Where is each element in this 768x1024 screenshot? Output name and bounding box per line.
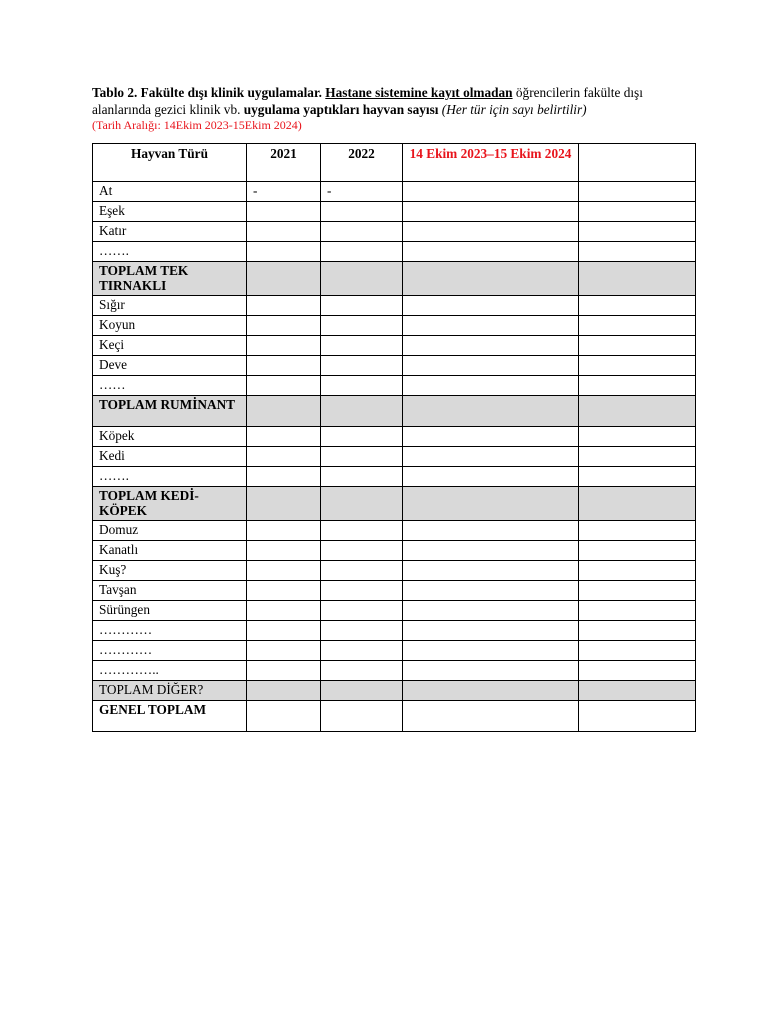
count-cell[interactable] xyxy=(247,262,321,296)
table-row xyxy=(93,447,696,467)
count-cell[interactable] xyxy=(403,581,579,601)
count-cell[interactable] xyxy=(403,316,579,336)
count-cell[interactable] xyxy=(321,336,403,356)
count-cell[interactable] xyxy=(247,601,321,621)
count-cell[interactable] xyxy=(247,521,321,541)
total-row xyxy=(93,487,696,521)
table-row xyxy=(93,296,696,316)
count-cell[interactable] xyxy=(247,376,321,396)
table-row xyxy=(93,202,696,222)
animal-type-cell: Sığır xyxy=(93,296,247,316)
animal-type-cell: ………… xyxy=(93,641,247,661)
count-cell[interactable] xyxy=(321,222,403,242)
animal-type-cell: …… xyxy=(93,376,247,396)
count-cell[interactable] xyxy=(247,541,321,561)
count-cell[interactable] xyxy=(321,521,403,541)
animal-type-cell: Kuş? xyxy=(93,561,247,581)
table-row xyxy=(93,521,696,541)
count-cell[interactable] xyxy=(321,487,403,521)
table-header-row xyxy=(93,144,696,182)
header-2022: 2022 xyxy=(321,144,403,182)
count-cell[interactable] xyxy=(321,376,403,396)
count-cell[interactable] xyxy=(579,621,696,641)
animal-type-cell: TOPLAM RUMİNANT xyxy=(93,396,247,427)
table-row xyxy=(93,427,696,447)
total-row xyxy=(93,262,696,296)
count-cell[interactable] xyxy=(321,447,403,467)
count-cell[interactable] xyxy=(403,222,579,242)
animal-type-cell: ……. xyxy=(93,242,247,262)
table-row xyxy=(93,356,696,376)
count-cell[interactable] xyxy=(579,467,696,487)
count-cell[interactable] xyxy=(579,427,696,447)
count-cell[interactable]: - xyxy=(321,182,403,202)
animal-type-cell: Sürüngen xyxy=(93,601,247,621)
table-number: Tablo 2. xyxy=(92,85,138,100)
count-cell[interactable] xyxy=(321,396,403,427)
count-cell[interactable] xyxy=(247,661,321,681)
table-row xyxy=(93,182,696,202)
count-cell[interactable] xyxy=(579,701,696,732)
count-cell[interactable] xyxy=(579,336,696,356)
animal-type-cell: Kedi xyxy=(93,447,247,467)
count-cell[interactable] xyxy=(403,487,579,521)
animal-type-cell: ……. xyxy=(93,467,247,487)
count-cell[interactable] xyxy=(247,621,321,641)
count-cell[interactable] xyxy=(321,262,403,296)
count-cell[interactable] xyxy=(247,427,321,447)
table-body xyxy=(93,182,696,732)
count-cell[interactable] xyxy=(579,182,696,202)
count-cell[interactable] xyxy=(579,202,696,222)
count-cell[interactable] xyxy=(579,681,696,701)
count-cell[interactable] xyxy=(403,681,579,701)
count-cell[interactable] xyxy=(403,182,579,202)
count-cell[interactable] xyxy=(321,296,403,316)
count-cell[interactable] xyxy=(247,467,321,487)
animal-type-cell: Köpek xyxy=(93,427,247,447)
table-row xyxy=(93,641,696,661)
header-2021: 2021 xyxy=(247,144,321,182)
count-cell[interactable] xyxy=(321,316,403,336)
count-cell[interactable] xyxy=(321,242,403,262)
table-title: Fakülte dışı klinik uygulamalar. xyxy=(140,85,322,100)
count-cell[interactable] xyxy=(247,641,321,661)
table-row xyxy=(93,561,696,581)
count-cell[interactable] xyxy=(579,541,696,561)
count-cell[interactable] xyxy=(403,601,579,621)
count-cell[interactable] xyxy=(247,296,321,316)
table-row xyxy=(93,242,696,262)
count-cell[interactable] xyxy=(403,641,579,661)
count-cell[interactable] xyxy=(579,242,696,262)
table-row xyxy=(93,316,696,336)
animal-type-cell: Katır xyxy=(93,222,247,242)
count-cell[interactable] xyxy=(403,262,579,296)
count-cell[interactable] xyxy=(403,701,579,732)
count-cell[interactable] xyxy=(247,447,321,467)
table-row xyxy=(93,336,696,356)
count-cell[interactable] xyxy=(247,202,321,222)
count-cell[interactable]: - xyxy=(247,182,321,202)
count-cell[interactable] xyxy=(579,296,696,316)
count-cell[interactable] xyxy=(321,427,403,447)
count-cell[interactable] xyxy=(247,487,321,521)
count-cell[interactable] xyxy=(321,661,403,681)
count-cell[interactable] xyxy=(579,641,696,661)
table-row xyxy=(93,222,696,242)
animal-type-cell: Domuz xyxy=(93,521,247,541)
count-cell[interactable] xyxy=(247,701,321,732)
count-cell[interactable] xyxy=(403,467,579,487)
table-description-note: (Her tür için sayı belirtilir) xyxy=(441,102,587,117)
count-cell[interactable] xyxy=(579,601,696,621)
count-cell[interactable] xyxy=(579,376,696,396)
table-title-underlined: Hastane sistemine kayıt olmadan xyxy=(325,85,513,100)
table-description-bold: uygulama yaptıkları hayvan sayısı xyxy=(243,102,439,117)
count-cell[interactable] xyxy=(403,202,579,222)
count-cell[interactable] xyxy=(403,661,579,681)
total-row xyxy=(93,396,696,427)
grand-total-row xyxy=(93,701,696,732)
header-extra xyxy=(579,144,696,182)
count-cell[interactable] xyxy=(247,681,321,701)
animal-type-cell: TOPLAM KEDİ-KÖPEK xyxy=(93,487,247,521)
count-cell[interactable] xyxy=(321,356,403,376)
header-date-range: 14 Ekim 2023–15 Ekim 2024 xyxy=(403,144,579,182)
count-cell[interactable] xyxy=(579,521,696,541)
animal-type-cell: Koyun xyxy=(93,316,247,336)
count-cell[interactable] xyxy=(247,336,321,356)
animal-type-cell: ………….. xyxy=(93,661,247,681)
animal-type-cell: TOPLAM TEK TIRNAKLI xyxy=(93,262,247,296)
table-row xyxy=(93,601,696,621)
animal-type-cell: Tavşan xyxy=(93,581,247,601)
count-cell[interactable] xyxy=(321,621,403,641)
table-row xyxy=(93,467,696,487)
count-cell[interactable] xyxy=(321,541,403,561)
count-cell[interactable] xyxy=(247,561,321,581)
count-cell[interactable] xyxy=(321,601,403,621)
count-cell[interactable] xyxy=(403,427,579,447)
animal-type-cell: ………… xyxy=(93,621,247,641)
table-description: öğrencilerin fakülte dışı alanlarında gezici klinik vb. xyxy=(92,85,643,117)
count-cell[interactable] xyxy=(247,222,321,242)
table-row xyxy=(93,376,696,396)
count-cell[interactable] xyxy=(403,561,579,581)
count-cell[interactable] xyxy=(579,316,696,336)
count-cell[interactable] xyxy=(247,396,321,427)
count-cell[interactable] xyxy=(403,621,579,641)
count-cell[interactable] xyxy=(321,561,403,581)
count-cell[interactable] xyxy=(321,701,403,732)
count-cell[interactable] xyxy=(579,661,696,681)
count-cell[interactable] xyxy=(403,242,579,262)
date-range-note: (Tarih Aralığı: 14Ekim 2023-15Ekim 2024) xyxy=(92,118,302,132)
count-cell[interactable] xyxy=(403,336,579,356)
animal-type-cell: Eşek xyxy=(93,202,247,222)
count-cell[interactable] xyxy=(321,581,403,601)
table-caption xyxy=(92,84,692,133)
count-cell[interactable] xyxy=(403,356,579,376)
count-cell[interactable] xyxy=(403,376,579,396)
count-cell[interactable] xyxy=(579,262,696,296)
count-cell[interactable] xyxy=(321,641,403,661)
count-cell[interactable] xyxy=(247,356,321,376)
count-cell[interactable] xyxy=(247,581,321,601)
count-cell[interactable] xyxy=(579,356,696,376)
count-cell[interactable] xyxy=(247,242,321,262)
count-cell[interactable] xyxy=(321,202,403,222)
count-cell[interactable] xyxy=(403,296,579,316)
count-cell[interactable] xyxy=(579,222,696,242)
count-cell[interactable] xyxy=(403,541,579,561)
animal-type-cell: Keçi xyxy=(93,336,247,356)
count-cell[interactable] xyxy=(579,396,696,427)
table-row xyxy=(93,661,696,681)
count-cell[interactable] xyxy=(321,467,403,487)
count-cell[interactable] xyxy=(321,681,403,701)
count-cell[interactable] xyxy=(579,581,696,601)
count-cell[interactable] xyxy=(579,447,696,467)
count-cell[interactable] xyxy=(579,487,696,521)
count-cell[interactable] xyxy=(403,447,579,467)
animal-type-cell: Deve xyxy=(93,356,247,376)
total-row xyxy=(93,681,696,701)
table-row xyxy=(93,581,696,601)
table-row xyxy=(93,541,696,561)
count-cell[interactable] xyxy=(403,396,579,427)
animal-type-cell: At xyxy=(93,182,247,202)
count-cell[interactable] xyxy=(579,561,696,581)
animal-count-table xyxy=(92,143,696,732)
animal-type-cell: Kanatlı xyxy=(93,541,247,561)
table-row xyxy=(93,621,696,641)
header-animal-type: Hayvan Türü xyxy=(93,144,247,182)
count-cell[interactable] xyxy=(403,521,579,541)
animal-type-cell: TOPLAM DİĞER? xyxy=(93,681,247,701)
animal-type-cell: GENEL TOPLAM xyxy=(93,701,247,732)
count-cell[interactable] xyxy=(247,316,321,336)
